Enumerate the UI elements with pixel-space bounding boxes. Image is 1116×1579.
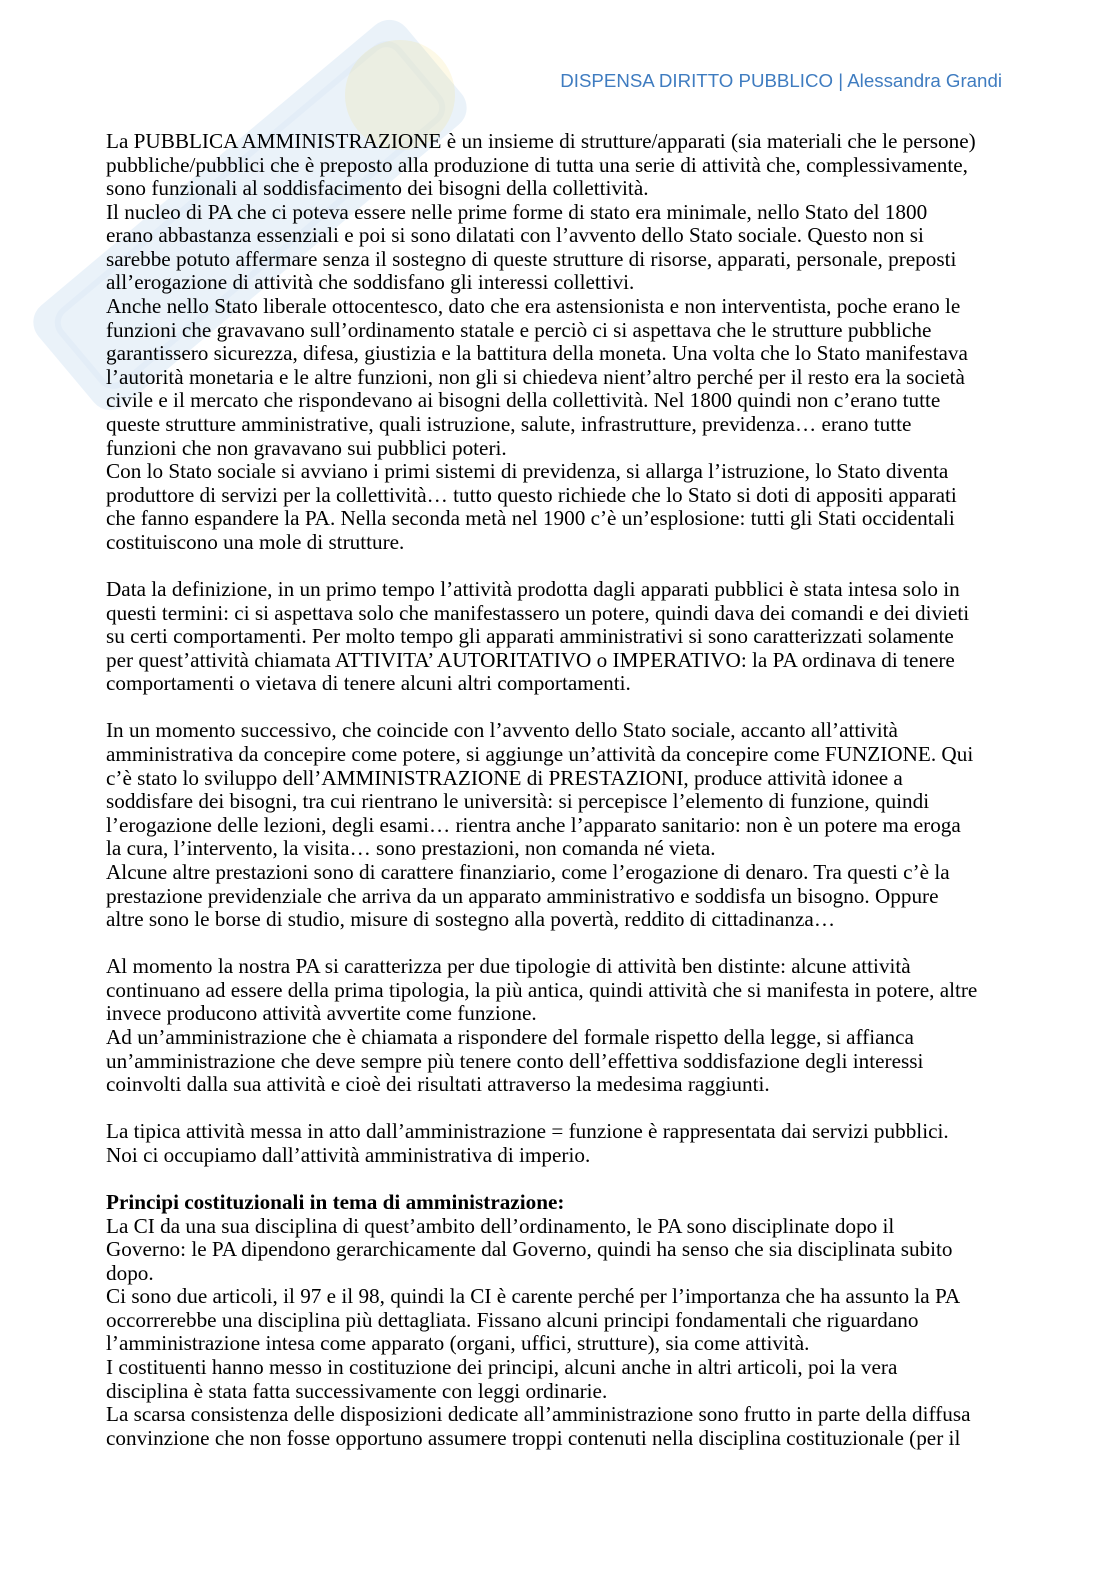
text-line: la cura, l’intervento, la visita… sono prestazioni, non comanda né vieta. xyxy=(106,836,716,861)
text-line: altre sono le borse di studio, misure di sostegno alla povertà, reddito di cittadinanza… xyxy=(106,907,836,932)
text-line: Governo: le PA dipendono gerarchicamente dal Governo, quindi ha senso che sia disciplinata subito xyxy=(106,1237,953,1262)
text-line: Al momento la nostra PA si caratterizza per due tipologie di attività ben distinte: alcune attività xyxy=(106,954,911,979)
text-line: che fanno espandere la PA. Nella seconda metà nel 1900 c’è un’esplosione: tutti gli Stati occidentali xyxy=(106,506,955,531)
paragraph-block xyxy=(106,1191,1046,1450)
text-line: sarebbe potuto affermare senza il sostegno di queste strutture di risorse, apparati, personale, preposti xyxy=(106,246,957,271)
running-header: DISPENSA DIRITTO PUBBLICO | Alessandra Grandi xyxy=(560,70,1002,91)
text-line: comportamenti o vietava di tenere alcuni altri comportamenti. xyxy=(106,671,631,696)
text-line: soddisfare dei bisogni, tra cui rientrano le università: si percepisce l’elemento di funzione, quindi xyxy=(106,789,930,814)
text-line: produttore di servizi per la collettività… tutto questo richiede che lo Stato si doti di appositi apparati xyxy=(106,482,957,507)
text-line: per quest’attività chiamata ATTIVITA’ AUTORITATIVO o IMPERATIVO: la PA ordinava di tenere xyxy=(106,647,955,672)
paragraph-block xyxy=(106,719,1046,931)
text-line: La tipica attività messa in atto dall’amministrazione = funzione è rappresentata dai servizi pubblici. xyxy=(106,1119,949,1144)
document-body xyxy=(106,130,1046,1450)
paragraph-block xyxy=(106,955,1046,1096)
text-line: Noi ci occupiamo dall’attività amministrativa di imperio. xyxy=(106,1142,591,1167)
text-line: La CI da una sua disciplina di quest’ambito dell’ordinamento, le PA sono disciplinate dopo il xyxy=(106,1213,895,1238)
text-line: Anche nello Stato liberale ottocentesco, dato che era astensionista e non interventista, poche erano le xyxy=(106,294,961,319)
text-line: invece producono attività avvertite come funzione. xyxy=(106,1001,537,1026)
text-line: queste strutture amministrative, quali istruzione, salute, infrastrutture, previdenza… erano tutte xyxy=(106,411,912,436)
text-line: Ci sono due articoli, il 97 e il 98, quindi la CI è carente perché per l’importanza che ha assunto la PA xyxy=(106,1284,961,1309)
text-line: garantissero sicurezza, difesa, giustizia e la battitura della moneta. Una volta che lo Stato manifestava xyxy=(106,341,968,366)
text-line: Il nucleo di PA che ci poteva essere nelle prime forme di stato era minimale, nello Stato del 1800 xyxy=(106,199,928,224)
text-line: continuano ad essere della prima tipologia, la più antica, quindi attività che si manifesta in potere, altre xyxy=(106,977,978,1002)
paragraph-block xyxy=(106,578,1046,696)
text-line: pubbliche/pubblici che è preposto alla produzione di tutta una serie di attività che, complessivamente, xyxy=(106,152,968,177)
text-line: amministrativa da concepire come potere, si aggiunge un’attività da concepire come FUNZIONE. Qui xyxy=(106,742,974,767)
paragraph-block xyxy=(106,1120,1046,1167)
text-line: l’amministrazione intesa come apparato (organi, uffici, strutture), sia come attività. xyxy=(106,1331,810,1356)
text-line: sono funzionali al soddisfacimento dei bisogni della collettività. xyxy=(106,176,649,201)
text-line: occorrerebbe una disciplina più dettagliata. Fissano alcuni principi fondamentali che riguardano xyxy=(106,1307,919,1332)
text-line: Ad un’amministrazione che è chiamata a rispondere del formale rispetto della legge, si affianca xyxy=(106,1024,914,1049)
text-line: La PUBBLICA AMMINISTRAZIONE è un insieme di strutture/apparati (sia materiali che le persone) xyxy=(106,129,976,153)
text-line: prestazione previdenziale che arriva da un apparato amministrativo e soddisfa un bisogno. Oppure xyxy=(106,883,939,908)
text-line: c’è stato lo sviluppo dell’AMMINISTRAZIONE di PRESTAZIONI, produce attività idonee a xyxy=(106,765,903,790)
paragraph-block xyxy=(106,130,1046,554)
text-line: all’erogazione di attività che soddisfano gli interessi collettivi. xyxy=(106,270,635,295)
text-line: funzioni che non gravavano sui pubblici poteri. xyxy=(106,435,507,460)
text-line: funzioni che gravavano sull’ordinamento statale e perciò ci si aspettava che le strutture pubbliche xyxy=(106,317,932,342)
text-line: convinzione che non fosse opportuno assumere troppi contenuti nella disciplina costituzionale (per il xyxy=(106,1425,961,1450)
text-line: I costituenti hanno messo in costituzione dei principi, alcuni anche in altri articoli, poi la vera xyxy=(106,1355,898,1380)
text-line: costituiscono una mole di strutture. xyxy=(106,529,405,554)
text-line: Alcune altre prestazioni sono di carattere finanziario, come l’erogazione di denaro. Tra questi c’è la xyxy=(106,859,950,884)
text-line: civile e il mercato che rispondevano ai bisogni della collettività. Nel 1800 quindi non c’erano tutte xyxy=(106,388,941,413)
text-line: dopo. xyxy=(106,1260,154,1285)
text-line: un’amministrazione che deve sempre più tenere conto dell’effettiva soddisfazione degli interessi xyxy=(106,1048,924,1073)
text-line: disciplina è stata fatta successivamente con leggi ordinarie. xyxy=(106,1378,608,1403)
text-line: Data la definizione, in un primo tempo l’attività prodotta dagli apparati pubblici è stata intesa solo in xyxy=(106,576,960,601)
text-line: erano abbastanza essenziali e poi si sono dilatati con l’avvento dello Stato sociale. Questo non si xyxy=(106,223,924,248)
text-line: su certi comportamenti. Per molto tempo gli apparati amministrativi si sono caratterizzati solamente xyxy=(106,624,954,649)
text-line: questi termini: ci si aspettava solo che manifestassero un potere, quindi dava dei comandi e dei divieti xyxy=(106,600,970,625)
text-line: Con lo Stato sociale si avviano i primi sistemi di previdenza, si allarga l’istruzione, lo Stato diventa xyxy=(106,459,949,484)
text-line: In un momento successivo, che coincide con l’avvento dello Stato sociale, accanto all’attività xyxy=(106,718,898,743)
section-heading: Principi costituzionali in tema di amministrazione: xyxy=(106,1190,565,1215)
text-line: La scarsa consistenza delle disposizioni dedicate all’amministrazione sono frutto in parte della diffusa xyxy=(106,1402,971,1427)
text-line: l’erogazione delle lezioni, degli esami… rientra anche l’apparato sanitario: non è un potere ma eroga xyxy=(106,812,961,837)
text-line: l’autorità monetaria e le altre funzioni, non gli si chiedeva nient’altro perché per il resto era la società xyxy=(106,364,965,389)
text-line: coinvolti dalla sua attività e cioè dei risultati attraverso la medesima raggiunti. xyxy=(106,1072,770,1097)
